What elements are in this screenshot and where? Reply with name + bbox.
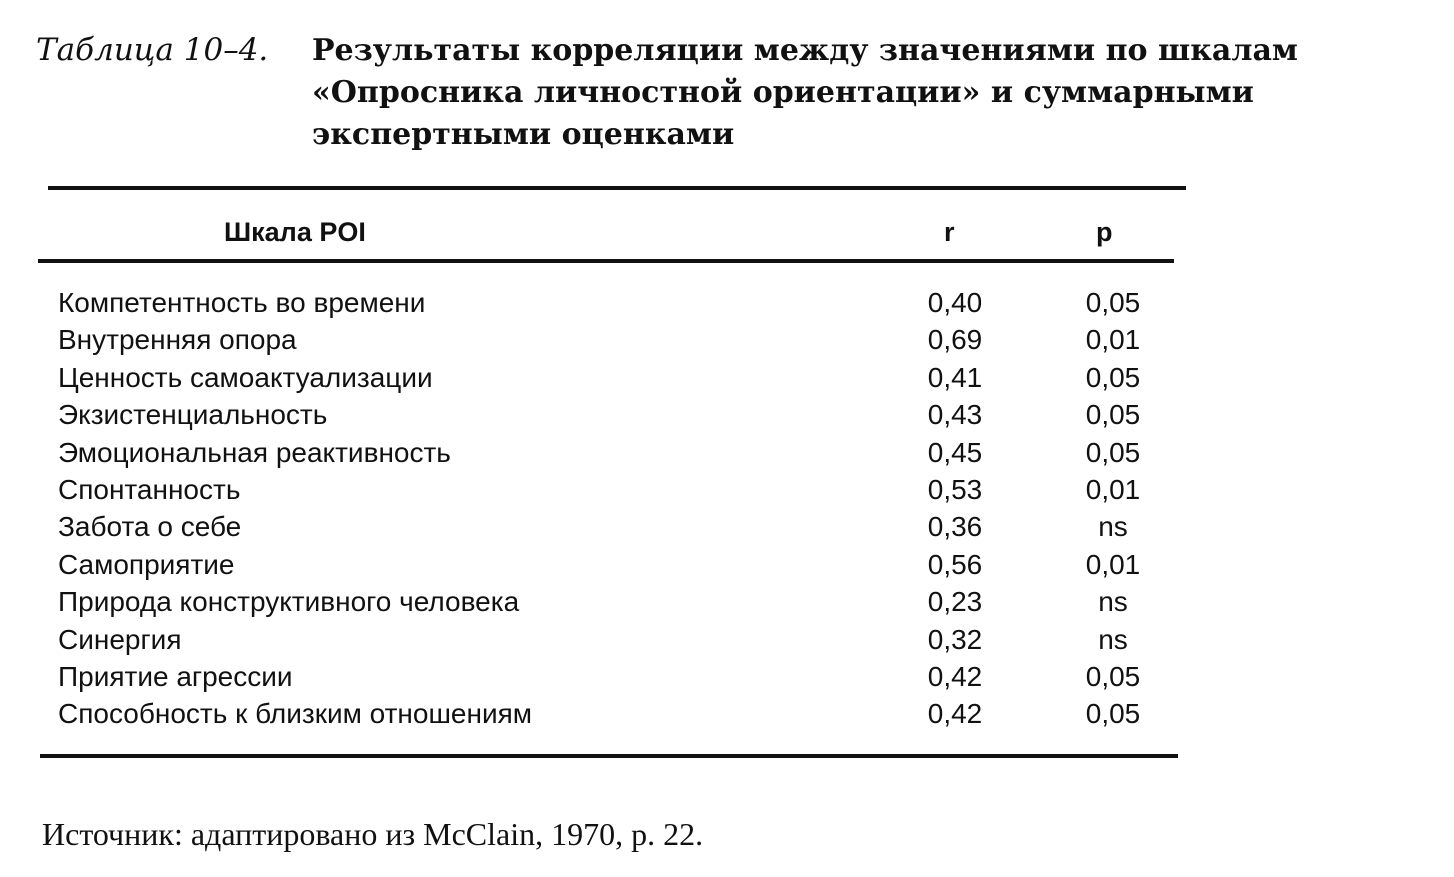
- column-header-scale: Шкала POI: [224, 217, 366, 247]
- p-value: 0,01: [1085, 324, 1141, 356]
- table-bottom-rule: [40, 754, 1178, 758]
- scale-name: Компетентность во времени: [58, 287, 426, 318]
- p-value: 0,05: [1085, 698, 1141, 730]
- table-title-line-3: экспертными оценками: [312, 117, 735, 152]
- p-value: ns: [1098, 623, 1128, 655]
- table-row: [0, 546, 1200, 583]
- scale-name: Ценность самоактуализации: [58, 361, 433, 393]
- r-value: 0,69: [927, 324, 983, 356]
- column-header-p: p: [1096, 217, 1113, 247]
- r-value: 0,43: [927, 399, 983, 431]
- r-value: 0,42: [927, 698, 983, 730]
- r-value: 0,40: [927, 287, 983, 318]
- p-value: 0,01: [1085, 548, 1141, 580]
- scale-name: Спонтанность: [58, 473, 241, 505]
- scale-name: Синергия: [58, 623, 182, 655]
- table-row: [0, 695, 1200, 732]
- table-row: [0, 658, 1200, 695]
- scale-name: Природа конструктивного человека: [58, 586, 520, 618]
- p-value: ns: [1098, 586, 1128, 618]
- column-header-r: r: [944, 217, 955, 247]
- r-value: 0,41: [927, 361, 983, 393]
- r-value: 0,45: [927, 436, 983, 468]
- p-value: ns: [1098, 511, 1128, 543]
- r-value: 0,42: [927, 660, 983, 692]
- table-title-line-1: Результаты корреляции между значениями по шкалам: [312, 33, 1298, 68]
- table-row: [0, 621, 1200, 658]
- table-header-rule: [38, 259, 1174, 263]
- table-title: [312, 30, 1372, 156]
- table-top-rule: [48, 186, 1186, 190]
- scale-name: Внутренняя опора: [58, 324, 297, 356]
- table-row: [0, 396, 1200, 433]
- p-value: 0,05: [1085, 287, 1141, 318]
- source-note: Источник: адаптировано из McClain, 1970, р. 22.: [42, 816, 704, 852]
- table-number: Таблица 10–4.: [36, 32, 269, 68]
- r-value: 0,23: [927, 586, 983, 618]
- table-title-line-2: «Опросника личностной ориентации» и суммарными: [312, 75, 1254, 110]
- table-row: [0, 284, 1200, 321]
- scale-name: Способность к близким отношениям: [58, 698, 533, 730]
- table-row: [0, 471, 1200, 508]
- table-row: [0, 583, 1200, 620]
- r-value: 0,32: [927, 623, 983, 655]
- p-value: 0,05: [1085, 660, 1141, 692]
- scale-name: Забота о себе: [58, 511, 242, 543]
- scale-name: Экзистенциальность: [58, 399, 328, 431]
- r-value: 0,53: [927, 473, 983, 505]
- table-row: [0, 508, 1200, 545]
- p-value: 0,05: [1085, 436, 1141, 468]
- p-value: 0,05: [1085, 361, 1141, 393]
- scale-name: Эмоциональная реактивность: [58, 436, 451, 468]
- p-value: 0,05: [1085, 399, 1141, 431]
- table-body: [0, 284, 1200, 733]
- scale-name: Самоприятие: [58, 548, 235, 580]
- table-row: [0, 434, 1200, 471]
- r-value: 0,36: [927, 511, 983, 543]
- p-value: 0,01: [1085, 473, 1141, 505]
- table-row: [0, 359, 1200, 396]
- r-value: 0,56: [927, 548, 983, 580]
- table-row: [0, 321, 1200, 358]
- scale-name: Приятие агрессии: [58, 660, 293, 692]
